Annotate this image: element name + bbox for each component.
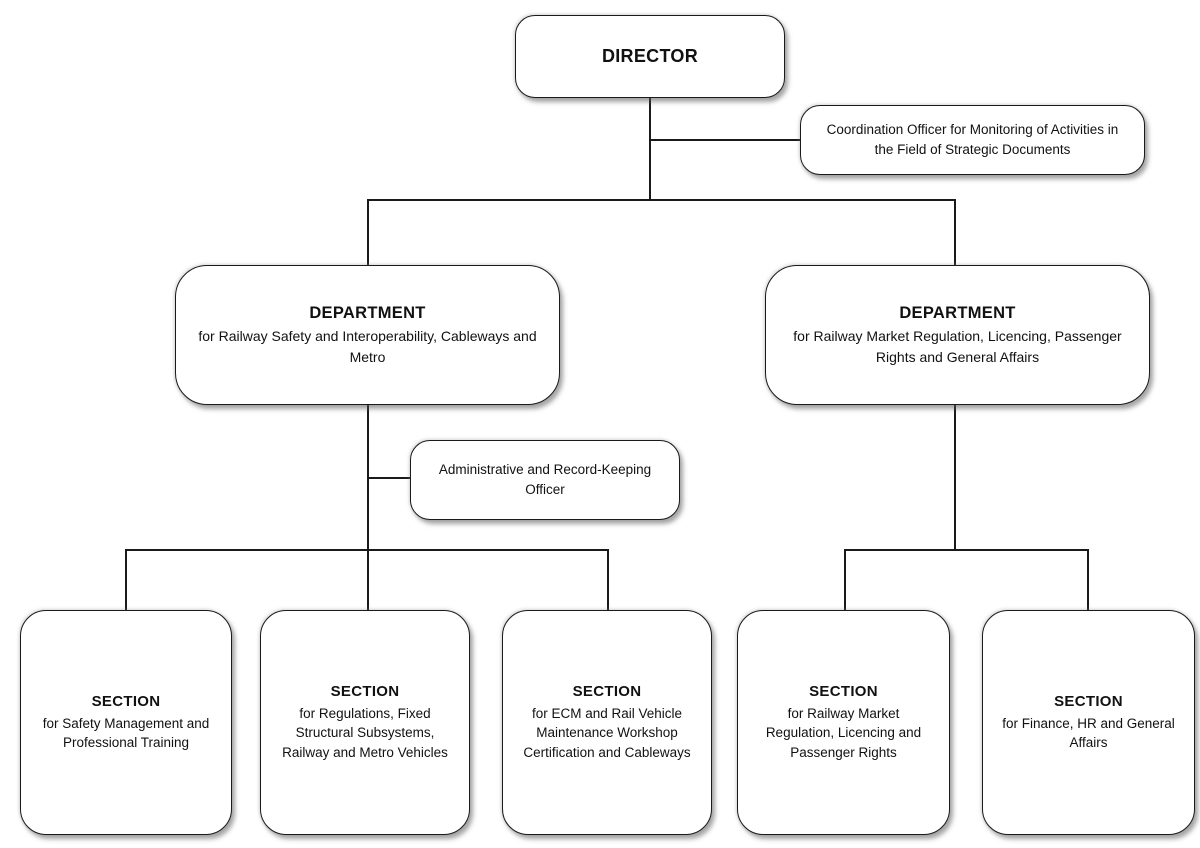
connector-top-distribution <box>367 199 956 201</box>
section-5-title: SECTION <box>1054 693 1123 711</box>
connector-coordination-stub <box>650 139 800 141</box>
coordination-officer-node <box>800 105 1145 175</box>
section-1-title: SECTION <box>91 693 161 711</box>
section-4-subtitle: for Railway Market Regulation, Licencing and Passenger Rights <box>765 705 922 761</box>
administrative-officer-label: Administrative and Record-Keeping Officer <box>438 461 652 497</box>
section-market-regulation-node <box>737 610 950 835</box>
section-1-subtitle: for Safety Management and Professional Training <box>42 715 210 751</box>
connector-administrative-stub <box>367 477 410 479</box>
connector-section-4-drop <box>844 549 846 610</box>
section-ecm-certification-node <box>502 610 712 835</box>
department-market-regulation-node <box>765 265 1150 405</box>
administrative-officer-node <box>410 440 680 520</box>
department-left-subtitle: for Railway Safety and Interoperability, Cableways and Metro <box>198 328 537 365</box>
section-regulations-subsystems-node <box>260 610 470 835</box>
section-3-subtitle: for ECM and Rail Vehicle Maintenance Workshop Certification and Cableways <box>523 705 691 761</box>
director-node <box>515 15 785 98</box>
director-title: DIRECTOR <box>601 45 699 66</box>
section-3-title: SECTION <box>572 683 642 701</box>
coordination-officer-label: Coordination Officer for Monitoring of Activities in the Field of Strategic Documents <box>826 121 1119 157</box>
connector-director-drop <box>649 98 651 200</box>
section-finance-hr-node <box>982 610 1195 835</box>
department-right-title: DEPARTMENT <box>899 303 1016 322</box>
department-right-subtitle: for Railway Market Regulation, Licencing, Passenger Rights and General Affairs <box>793 328 1122 365</box>
section-4-title: SECTION <box>809 683 878 701</box>
connector-section-5-drop <box>1087 549 1089 610</box>
section-2-subtitle: for Regulations, Fixed Structural Subsystems, Railway and Metro Vehicles <box>282 705 448 761</box>
section-2-title: SECTION <box>330 683 400 701</box>
connector-section-3-drop <box>607 549 609 610</box>
section-safety-management-node <box>20 610 232 835</box>
connector-section-1-drop <box>125 549 127 610</box>
connector-department-right-drop <box>954 199 956 265</box>
connector-department-left-drop <box>367 199 369 265</box>
section-5-subtitle: for Finance, HR and General Affairs <box>1002 715 1175 751</box>
connector-right-trunk <box>954 405 956 551</box>
department-railway-safety-node <box>175 265 560 405</box>
connector-left-distribution <box>125 549 609 551</box>
connector-left-trunk <box>367 405 369 610</box>
connector-right-distribution <box>844 549 1089 551</box>
department-left-title: DEPARTMENT <box>309 303 426 322</box>
